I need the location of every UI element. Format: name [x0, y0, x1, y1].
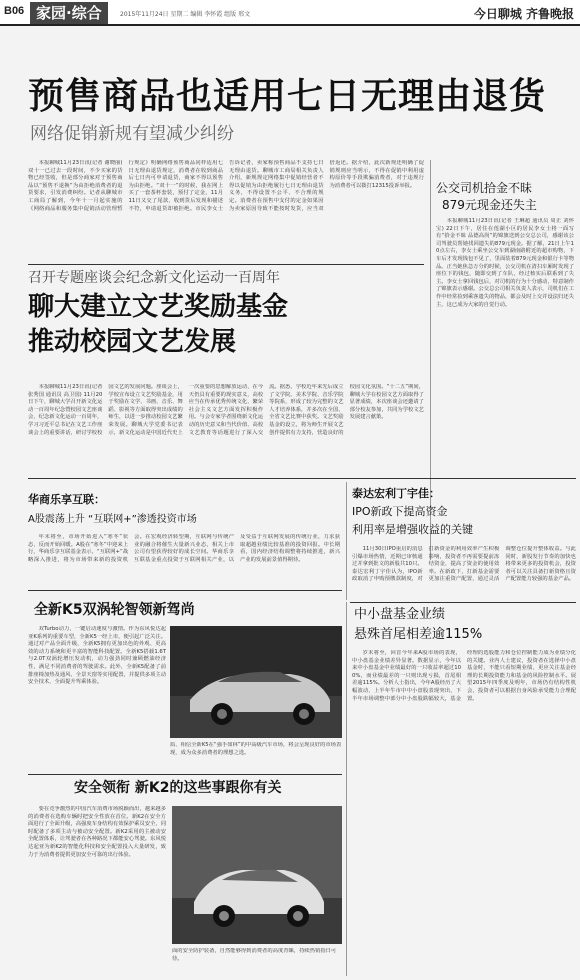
feature-body: 本报聊城11月23日讯(记者 张秀国 通讯员 高卫国) 11月20日下午，聊城大学召开新文化运动一百周年纪念暨校园文艺座谈会，纪念新文化运动一百周年，学习习近平总书记在文艺工作座谈会上的重要讲话，研讨学校校园文艺的发展问题。座谈会上，学校宣布设立文艺奖励基金，用于奖励在文学、书画、音乐、舞蹈、影视等方面取得突出成绩的师生，以进一步推动校园文艺繁荣发展。聊城大学党委书记表示，新文化运动是中国近代史上一次重要的思想解放运动，在今天仍具有重要的现实意义，高校应当在传承优秀传统文化、繁荣社会主义文艺方面发挥积极作用。与会专家学者围绕新文化运动的历史意义和当代价值、高校文艺教育等话题进行了深入交流。据悉，学校近年来先后成立了文学院、美术学院、音乐学院等院系，形成了较为完整的文艺人才培养体系，并多次在全国、全省文艺比赛中获奖。文艺奖励基金的设立，将为师生开展文艺创作提供有力支持，营造良好的校园文化氛围。“十二五”期间，聊城大学在校园文艺方面取得了显著成绩，本次座谈会还邀请了部分校友参加，共同为学校文艺发展建言献策。 [28, 384, 424, 436]
lead-headline: 预售商品也适用七日无理由退货 [28, 76, 547, 117]
k5-car-photo [170, 626, 342, 738]
car-image [170, 626, 342, 738]
taida-headline-1: IPO新政下提高资金 [352, 505, 448, 518]
feature-headline-2: 推动校园文艺发展 [28, 327, 237, 357]
dateline: 2015年11月24日 星期二 编辑 李怀霞 组版 邢文 [120, 11, 251, 18]
sidebar-body: 本报聊城11月23日讯(记者 王琳超 通讯员 周正 刘怀宝) 22日下午，居住在莲湖小区的居民李女士将一面写有“拾金不昧 品德高尚”的锦旗送到公交总公司，感谢该公司驾驶员帮她找回遗失的879元现金。据了解，21日上午10点左右，李女士乘坐公交车到湖南路附近的超市购物，下车后才发现钱包不见了，里面装着879元现金和银行卡等物品。正当她焦急万分的时候，公交司机在清扫车厢时发现了座位下的钱包，随即交到了车队，经过核实后联系到了失主。李女士拿回钱包后，对司机的行为十分感动，特意制作了锦旗表示感谢。公交总公司相关负责人表示，司机们在工作中经常捡到乘客遗失的物品，都会及时上交并设法归还失主，这已成为大家的自觉行动。 [436, 218, 574, 308]
fund-headline-1: 中小盘基金业绩 [354, 607, 446, 622]
section-rule [28, 590, 342, 591]
huashang-label: 华商乐享互联： [28, 493, 105, 506]
k2-car-photo [172, 806, 342, 944]
section-rule [28, 478, 576, 479]
newspaper-brand: 今日聊城 齐鲁晚报 [473, 7, 574, 21]
section-rule [28, 264, 424, 265]
column-divider [346, 602, 347, 976]
feature-kicker: 召开专题座谈会纪念新文化运动一百周年 [28, 270, 280, 286]
section-rule [350, 602, 576, 603]
page-number: B06 [4, 5, 25, 17]
lead-subtitle: 网络促销新规有望减少纠纷 [30, 124, 234, 144]
huashang-body: 年末将至，市场开始进入“寒冬”状态，反而开始回暖。A股在“寒冬”中迎来上行，华商乐享互联基金表示，“互联网+”战略深入推进，将为市场带来新的投资机会。在宏观经济转型期，互联网与传统产业的融合将催生大量新兴业态，相关上市公司有望获得较好的成长空间。华商乐享互联基金重点投资于互联网相关产业，以及受益于互联网发展的传统行业，力求获取超越业绩比较基准的投资回报。中长期看，国内经济结构调整将持续推进，新兴产业的发展前景值得期待。 [28, 534, 340, 563]
lead-body: 本报聊城11月23日讯(记者 谢晓丽) 双十一已过去一段时间，不少买家的货物已经签收，但是部分商家对于预售商品以“预售不退换”为由拒绝消费者的退货要求，引发消费纠纷。记者从聊城市工商局了解到，今年十一月起实施的《网络商品和服务集中促销活动管理暂行规定》明确网络预售商品同样适用七日无理由退货规定，消费者在收到商品后七日内可申请退货，商家不得以预售为由拒绝。“双十一”的时候，我在网上买了一套茶杯套装，预付了定金，11月11日又交了尾款，收到货后发现和描述不符，申请退货却被拒绝。市民李女士告诉记者，卖家称预售商品不支持七日无理由退货。聊城市工商局相关负责人介绍，新规规定网络集中促销经营者不得以促销为由拒绝履行七日无理由退货义务，不得设置不公平、不合理的规定。消费者在预售中支付的定金如果因为卖家原因导致不能按时发货，应当双倍返还。据介绍，此次新规还明确了促销规则应当明示，不得在促销中利用虚构原价等手段欺骗消费者，对于违规行为消费者可以拨打12315投诉举报。 [28, 160, 424, 212]
taida-label: 泰达宏利丁宇佳： [352, 487, 440, 500]
k5-caption: 质、相信全新K5在“强手如林”的中高级汽车市场，将会呈现良好的市场表现，成为众多消费者的理想之选。 [170, 742, 342, 756]
fund-headline-2: 悬殊首尾相差逾115% [354, 627, 483, 642]
fund-body: 岁末将至，回首今年来A股市场的表现，中小盘基金业绩差异显著。数据显示，今年以来中小盘基金中业绩最好的一只收益率超过100%，而业绩最差的一只则出现亏损，首尾相差逾115%。分析人士指出，今年A股经历了大幅波动，上半年牛市中中小盘股表现突出，下半年市场调整中部分中小盘股跌幅较大，基金经理的选股能力和仓位控制能力成为业绩分化的关键。业内人士建议，投资者在选择中小盘基金时，不能只看短期业绩，更应关注基金经理的长期投资能力和基金的风险控制水平。展望2015年四季度及明年，市场仍有结构性机会，投资者可以根据自身风险承受能力合理配置。 [352, 650, 576, 702]
k2-caption: 面的安全防护装备，自然能够得到消费者的高度青睐，持续热销指日可待。 [172, 948, 337, 962]
car-image [172, 806, 342, 944]
taida-headline-2: 利用率是增强收益的关键 [352, 523, 473, 536]
sidebar-headline-2: 879元现金还失主 [442, 198, 537, 212]
huashang-headline: A股震荡上升 “互联网+”渗透投资市场 [28, 514, 197, 525]
feature-headline-1: 聊大建立文艺奖励基金 [28, 292, 289, 322]
k2-headline: 安全领衔 新K2的这些事跟你有关 [74, 780, 282, 796]
column-divider [346, 482, 347, 600]
masthead [0, 0, 580, 26]
section-rule [28, 774, 342, 775]
taida-body: 11月30日IPO重启的消息引爆市场热情，近期已审核通过并拿到批文的新股共10只。泰达宏利丁宇佳认为，IPO新政取消了申购预缴款制度，对打新资金的利用效率产生积极影响，投资者不再需要提前冻结资金，提高了资金的使用效率。在新政下，打新基金需要更加注重资产配置，通过灵活调整仓位提升整体收益。与此同时，新股发行节奏的加快也将带来更多的投资机会，投资者可以关注具备打新资格且资产配置能力较强的基金产品。 [352, 546, 576, 583]
k2-body: 要在竞争激烈的中国汽车消费市场脱颖而出，越来越多的消费者在选购车辆时把安全性放在首位。新K2在安全方面进行了全面升级，高强度车身结构有效保护乘员安全，同时配备了多项主动与被动安全配置。新K2采用的主被动安全配置体系，让驾驶者在各种路况下都能安心驾驶。东风悦达起亚为新K2的智能化科技和安全配置投入大量研发，致力于为消费者提供更加安全可靠的出行体验。 [28, 806, 166, 858]
section-label: 家园·综合 [30, 2, 108, 24]
k5-body: 双Turbo动力，一键启动速度与激情。作为东风悦达起亚K系列的重要车型，全新K5一经上市，便引起广泛关注。通过对产品全面升级，全新K5拥有更加出色的外观、更高效的动力系统和更丰富的智能科技配置。全新K5搭载1.6T与2.0T双涡轮增压发动机，动力强劲同时兼顾燃油经济性，满足不同消费者的驾驶需求。此外，全新K5配备了前排座椅加热及通风、全景天窗等实用配置，并提供多项主动安全技术，全面提升驾乘体验。 [28, 626, 166, 686]
k5-headline: 全新K5双涡轮智领新驾尚 [34, 602, 195, 618]
sidebar-headline-1: 公交司机拾金不昧 [436, 181, 533, 195]
